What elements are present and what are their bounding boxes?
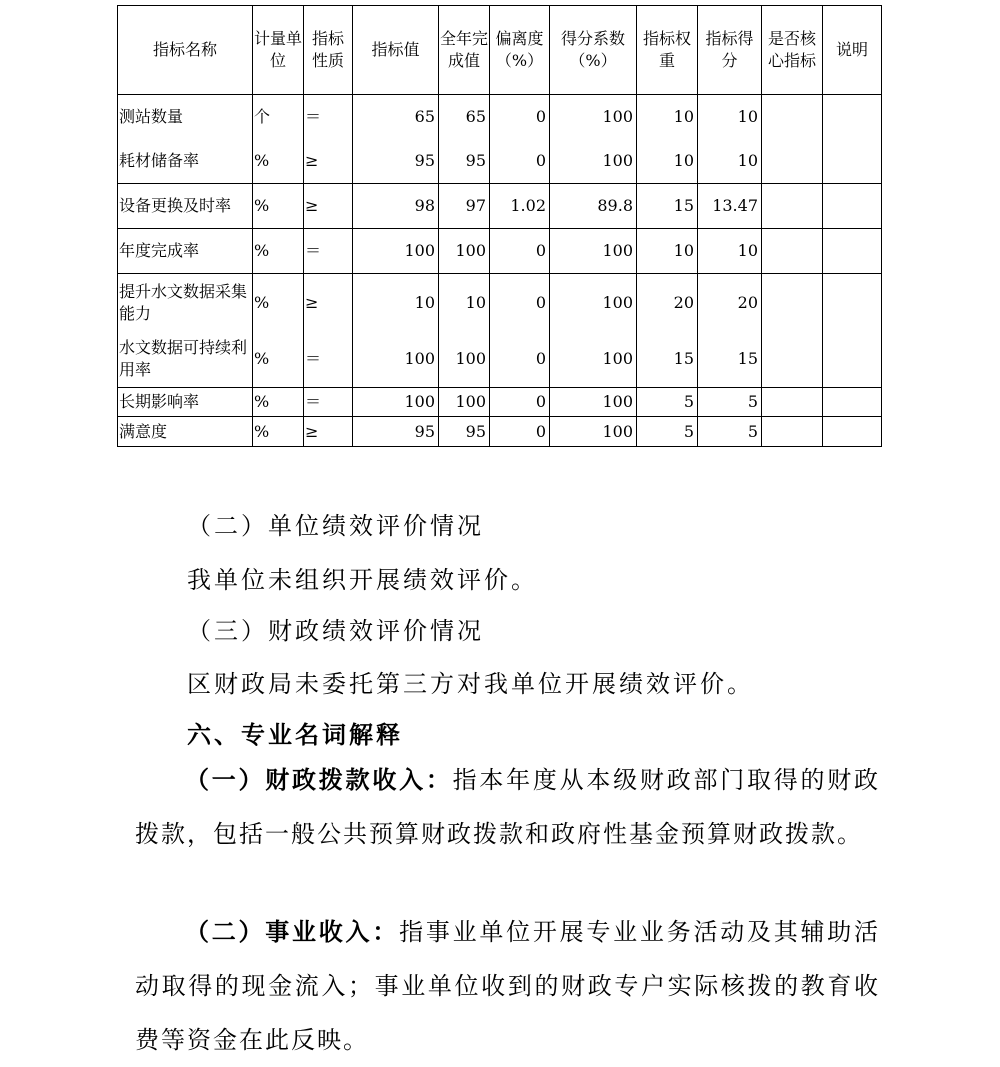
- cell-coef: 100: [550, 331, 637, 388]
- term-2-label: （二）事业收入：: [185, 917, 400, 946]
- cell-note: [823, 417, 882, 447]
- cell-coef: 100: [550, 388, 637, 417]
- table-row: [118, 388, 882, 417]
- cell-nature: ＝: [304, 95, 353, 140]
- cell-core: [762, 139, 823, 184]
- cell-actual: 95: [439, 417, 490, 447]
- cell-unit: %: [253, 184, 304, 229]
- cell-weight: 10: [637, 95, 698, 140]
- cell-target: 65: [353, 95, 439, 140]
- cell-note: [823, 139, 882, 184]
- cell-score: 5: [698, 417, 762, 447]
- finance-eval-heading: （三）财政绩效评价情况: [187, 617, 484, 645]
- header-target: 指标值: [353, 6, 439, 95]
- table-row: [118, 274, 882, 332]
- cell-name: 设备更换及时率: [118, 184, 253, 229]
- cell-name: 提升水文数据采集能力: [118, 274, 253, 332]
- cell-actual: 95: [439, 139, 490, 184]
- cell-name: 测站数量: [118, 95, 253, 140]
- header-nature: 指标性质: [304, 6, 353, 95]
- table-row: [118, 184, 882, 229]
- cell-note: [823, 388, 882, 417]
- table-header-row: [118, 6, 882, 95]
- cell-note: [823, 331, 882, 388]
- cell-score: 10: [698, 139, 762, 184]
- cell-nature: ≥: [304, 274, 353, 332]
- cell-weight: 10: [637, 139, 698, 184]
- cell-coef: 100: [550, 139, 637, 184]
- cell-nature: ＝: [304, 331, 353, 388]
- cell-weight: 5: [637, 417, 698, 447]
- cell-target: 10: [353, 274, 439, 332]
- performance-metrics-table: [117, 5, 882, 447]
- table-row: [118, 331, 882, 388]
- cell-score: 5: [698, 388, 762, 417]
- table-row: [118, 95, 882, 140]
- cell-deviation: 1.02: [490, 184, 550, 229]
- cell-deviation: 0: [490, 331, 550, 388]
- cell-unit: %: [253, 229, 304, 274]
- cell-coef: 100: [550, 274, 637, 332]
- cell-unit: %: [253, 274, 304, 332]
- cell-deviation: 0: [490, 388, 550, 417]
- term-1-text: 指本年度从本级财政部门取得的财政拨款，包括一般公共预算财政拨款和政府性基金预算财政拨款。: [135, 766, 881, 848]
- cell-name: 满意度: [118, 417, 253, 447]
- cell-name: 年度完成率: [118, 229, 253, 274]
- header-note: 说明: [823, 6, 882, 95]
- unit-eval-text: 我单位未组织开展绩效评价。: [187, 566, 538, 594]
- cell-weight: 15: [637, 184, 698, 229]
- cell-score: 20: [698, 274, 762, 332]
- header-name: 指标名称: [118, 6, 253, 95]
- cell-name: 长期影响率: [118, 388, 253, 417]
- cell-coef: 100: [550, 229, 637, 274]
- cell-name: 水文数据可持续利用率: [118, 331, 253, 388]
- cell-nature: ≥: [304, 139, 353, 184]
- cell-nature: ≥: [304, 184, 353, 229]
- cell-actual: 65: [439, 95, 490, 140]
- cell-core: [762, 95, 823, 140]
- cell-unit: %: [253, 417, 304, 447]
- cell-coef: 100: [550, 417, 637, 447]
- cell-weight: 5: [637, 388, 698, 417]
- cell-target: 95: [353, 139, 439, 184]
- cell-note: [823, 184, 882, 229]
- cell-target: 100: [353, 331, 439, 388]
- table-row: [118, 417, 882, 447]
- header-coef: 得分系数（%）: [550, 6, 637, 95]
- cell-unit: %: [253, 388, 304, 417]
- header-actual: 全年完成值: [439, 6, 490, 95]
- cell-nature: ≥: [304, 417, 353, 447]
- unit-eval-heading: （二）单位绩效评价情况: [187, 512, 484, 540]
- cell-actual: 10: [439, 274, 490, 332]
- cell-core: [762, 274, 823, 332]
- cell-actual: 100: [439, 388, 490, 417]
- cell-nature: ＝: [304, 229, 353, 274]
- cell-core: [762, 331, 823, 388]
- cell-name: 耗材储备率: [118, 139, 253, 184]
- cell-unit: %: [253, 331, 304, 388]
- cell-weight: 20: [637, 274, 698, 332]
- cell-actual: 100: [439, 331, 490, 388]
- cell-note: [823, 229, 882, 274]
- cell-core: [762, 417, 823, 447]
- cell-deviation: 0: [490, 229, 550, 274]
- cell-deviation: 0: [490, 139, 550, 184]
- term-1-label: （一）财政拨款收入：: [185, 765, 453, 794]
- cell-note: [823, 274, 882, 332]
- cell-actual: 97: [439, 184, 490, 229]
- header-score: 指标得分: [698, 6, 762, 95]
- cell-target: 95: [353, 417, 439, 447]
- finance-eval-text: 区财政局未委托第三方对我单位开展绩效评价。: [187, 670, 754, 698]
- cell-unit: %: [253, 139, 304, 184]
- cell-target: 98: [353, 184, 439, 229]
- cell-weight: 10: [637, 229, 698, 274]
- cell-deviation: 0: [490, 417, 550, 447]
- cell-coef: 89.8: [550, 184, 637, 229]
- cell-score: 10: [698, 95, 762, 140]
- header-core: 是否核心指标: [762, 6, 823, 95]
- table-row: [118, 139, 882, 184]
- cell-actual: 100: [439, 229, 490, 274]
- cell-score: 15: [698, 331, 762, 388]
- header-weight: 指标权重: [637, 6, 698, 95]
- cell-note: [823, 95, 882, 140]
- cell-core: [762, 388, 823, 417]
- table-row: [118, 229, 882, 274]
- glossary-term-2: [135, 905, 880, 1067]
- cell-weight: 15: [637, 331, 698, 388]
- cell-score: 10: [698, 229, 762, 274]
- header-deviation: 偏离度（%）: [490, 6, 550, 95]
- cell-core: [762, 229, 823, 274]
- cell-deviation: 0: [490, 95, 550, 140]
- header-unit: 计量单位: [253, 6, 304, 95]
- cell-target: 100: [353, 229, 439, 274]
- glossary-heading: 六、专业名词解释: [187, 720, 403, 749]
- cell-coef: 100: [550, 95, 637, 140]
- cell-deviation: 0: [490, 274, 550, 332]
- cell-nature: ＝: [304, 388, 353, 417]
- cell-core: [762, 184, 823, 229]
- cell-score: 13.47: [698, 184, 762, 229]
- term-2-text: 指事业单位开展专业业务活动及其辅助活动取得的现金流入；事业单位收到的财政专户实际核拨的教育收费等资金在此反映。: [135, 918, 881, 1054]
- glossary-term-1: [135, 753, 880, 861]
- cell-target: 100: [353, 388, 439, 417]
- cell-unit: 个: [253, 95, 304, 140]
